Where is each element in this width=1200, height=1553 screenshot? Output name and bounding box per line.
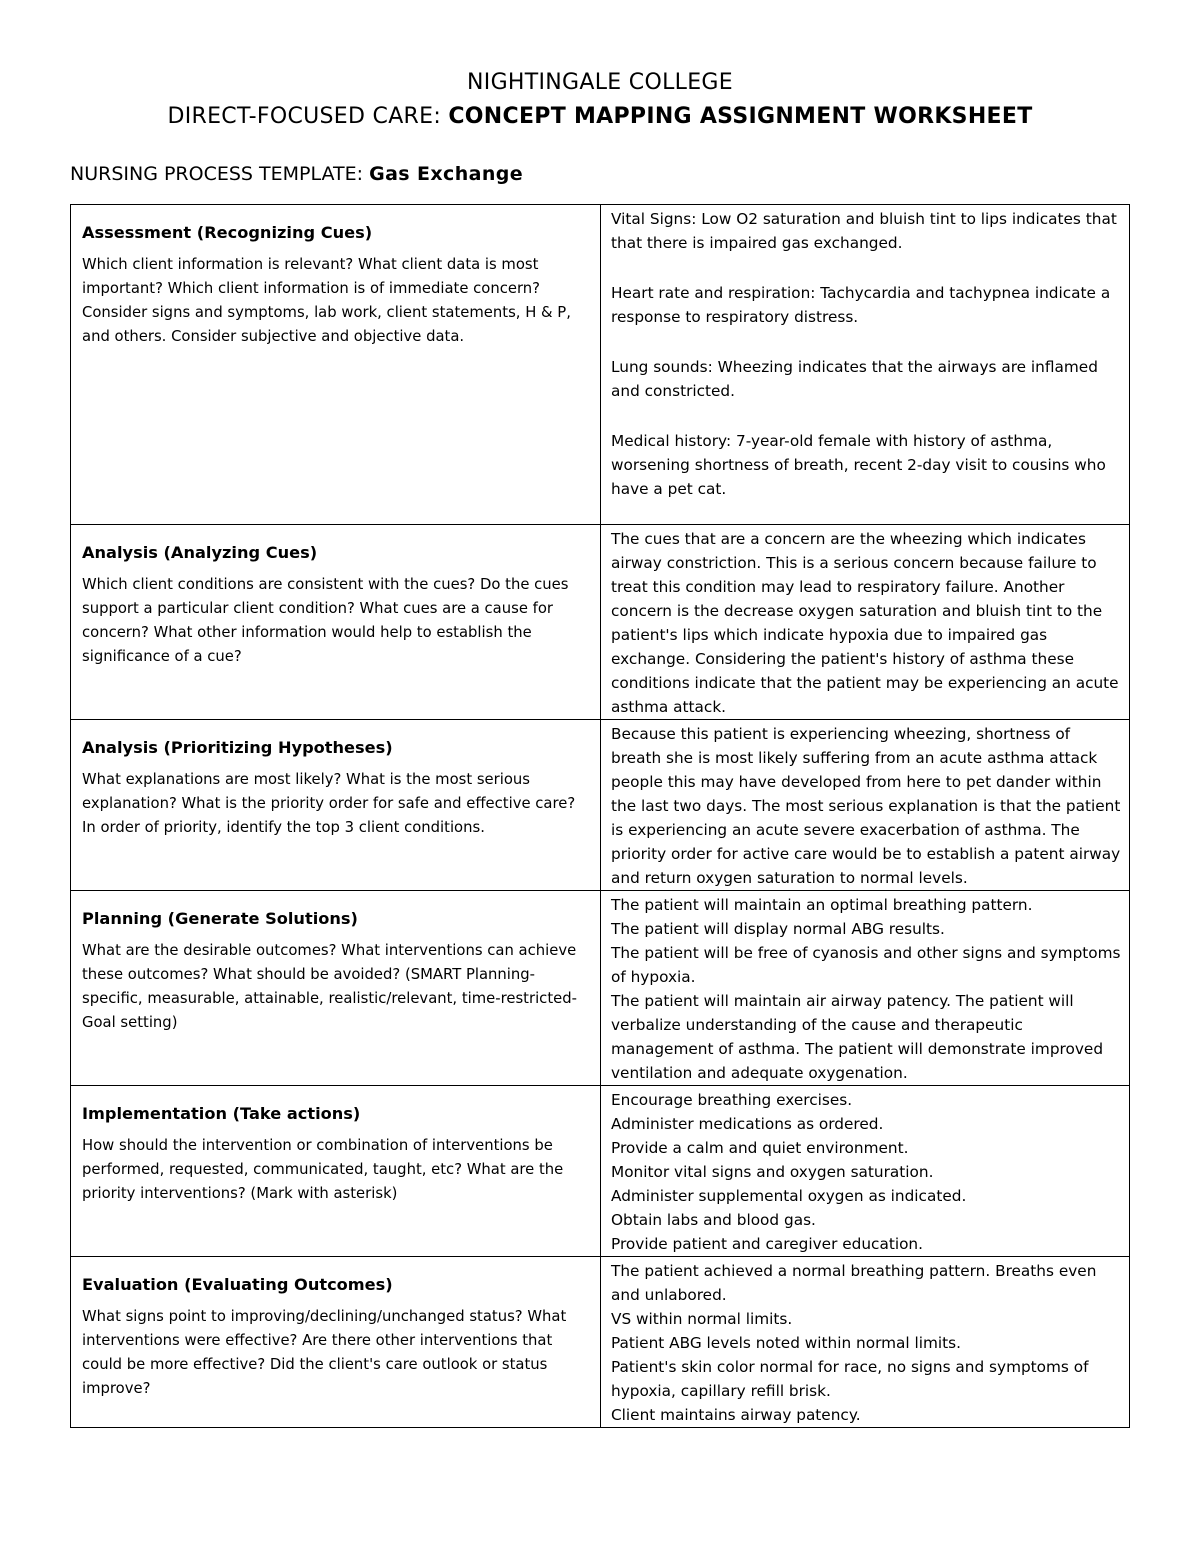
response-line: Vital Signs: Low O2 saturation and bluish tint to lips indicates that that there is impaired gas exchanged. (611, 210, 1117, 252)
section-response-cell (601, 1086, 1130, 1257)
response-line: Obtain labs and blood gas. (611, 1211, 816, 1229)
table-row-prioritizing-hypotheses (71, 720, 1130, 891)
section-question-cell (71, 1257, 601, 1428)
section-prompt: Which client information is relevant? What client data is most important? Which client information is of immediate concern? Consider signs and symptoms, lab work, client statements, H & P, and others. Consider subjective and objective data. (82, 256, 571, 345)
response-line: Administer medications as ordered. (611, 1115, 884, 1133)
section-prompt: How should the intervention or combination of interventions be performed, requested, communicated, taught, etc? What are the priority interventions? (Mark with asterisk) (82, 1137, 564, 1202)
section-question-cell (71, 720, 601, 891)
response-line: Provide patient and caregiver education. (611, 1235, 923, 1253)
section-question-cell (71, 1086, 601, 1257)
response-line: Encourage breathing exercises. (611, 1091, 853, 1109)
worksheet-title (0, 104, 1200, 129)
table-row-assessment (71, 205, 1130, 525)
section-response-cell (601, 205, 1130, 525)
section-prompt: What are the desirable outcomes? What interventions can achieve these outcomes? What should be avoided? (SMART Planning- specific, measurable, attainable, realistic/relevant, time-restricted- Goal setting) (82, 942, 577, 1031)
section-heading: Assessment (Recognizing Cues) (82, 223, 373, 242)
section-question-cell (71, 891, 601, 1086)
section-prompt: What signs point to improving/declining/unchanged status? What interventions were effective? Are there other interventions that could be more effective? Did the client's care outlook or status improve? (82, 1308, 567, 1397)
response-line: The patient achieved a normal breathing pattern. Breaths even and unlabored. (611, 1262, 1097, 1304)
course-prefix: DIRECT-FOCUSED CARE: (167, 104, 449, 129)
section-heading: Analysis (Prioritizing Hypotheses) (82, 738, 393, 757)
response-line: Patient's skin color normal for race, no signs and symptoms of hypoxia, capillary refill brisk. (611, 1358, 1089, 1400)
response-line: Client maintains airway patency. (611, 1406, 861, 1424)
response-line: The patient will display normal ABG results. (611, 920, 945, 938)
response-line: Medical history: 7-year-old female with history of asthma, worsening shortness of breath, recent 2-day visit to cousins who have a pet cat. (611, 432, 1106, 498)
table-row-analyzing-cues (71, 525, 1130, 720)
section-response-cell (601, 525, 1130, 720)
response-line: Lung sounds: Wheezing indicates that the airways are inflamed and constricted. (611, 358, 1098, 400)
section-response-cell (601, 1257, 1130, 1428)
response-line: Patient ABG levels noted within normal limits. (611, 1334, 961, 1352)
response-line: The patient will be free of cyanosis and other signs and symptoms of hypoxia. (611, 944, 1121, 986)
response-line: VS within normal limits. (611, 1310, 793, 1328)
response-line: The cues that are a concern are the wheezing which indicates airway constriction. This is a serious concern because failure to treat this condition may lead to respiratory failure. Another concern is the decrease oxygen saturation and bluish tint to the patient's lips which indicate hypoxia due to impaired gas exchange. Considering the patient's history of asthma these conditions indicate that the patient may be experiencing an acute asthma attack. (611, 530, 1119, 716)
section-heading: Implementation (Take actions) (82, 1104, 361, 1123)
table-row-evaluation (71, 1257, 1130, 1428)
response-line: Monitor vital signs and oxygen saturation. (611, 1163, 934, 1181)
nursing-process-table (70, 204, 1130, 1428)
template-topic: Gas Exchange (369, 163, 524, 185)
response-line: Administer supplemental oxygen as indicated. (611, 1187, 967, 1205)
table-row-implementation (71, 1086, 1130, 1257)
response-line: Because this patient is experiencing wheezing, shortness of breath she is most likely suffering from an acute asthma attack people this may have developed from here to pet dander within the last two days. The most serious explanation is that the patient is experiencing an acute severe exacerbation of asthma. The priority order for active care would be to establish a patent airway and return oxygen saturation to normal levels. (611, 725, 1121, 887)
section-response-cell (601, 720, 1130, 891)
template-heading (70, 163, 523, 185)
section-heading: Analysis (Analyzing Cues) (82, 543, 318, 562)
college-name: NIGHTINGALE COLLEGE (467, 70, 733, 95)
response-line: The patient will maintain air airway patency. The patient will verbalize understanding of the cause and therapeutic management of asthma. The patient will demonstrate improved ventilation and adequate oxygenation. (611, 992, 1104, 1082)
section-response-cell (601, 891, 1130, 1086)
assignment-title: CONCEPT MAPPING ASSIGNMENT WORKSHEET (448, 104, 1033, 129)
section-heading: Planning (Generate Solutions) (82, 909, 358, 928)
section-question-cell (71, 205, 601, 525)
section-prompt: Which client conditions are consistent with the cues? Do the cues support a particular client condition? What cues are a cause for concern? What other information would help to establish the significance of a cue? (82, 576, 569, 665)
response-line: The patient will maintain an optimal breathing pattern. (611, 896, 1033, 914)
response-line: Provide a calm and quiet environment. (611, 1139, 909, 1157)
section-question-cell (71, 525, 601, 720)
section-prompt: What explanations are most likely? What is the most serious explanation? What is the priority order for safe and effective care? In order of priority, identify the top 3 client conditions. (82, 771, 576, 836)
template-label: NURSING PROCESS TEMPLATE: (70, 163, 370, 185)
table-row-planning (71, 891, 1130, 1086)
response-line: Heart rate and respiration: Tachycardia and tachypnea indicate a response to respiratory distress. (611, 284, 1111, 326)
section-heading: Evaluation (Evaluating Outcomes) (82, 1275, 393, 1294)
